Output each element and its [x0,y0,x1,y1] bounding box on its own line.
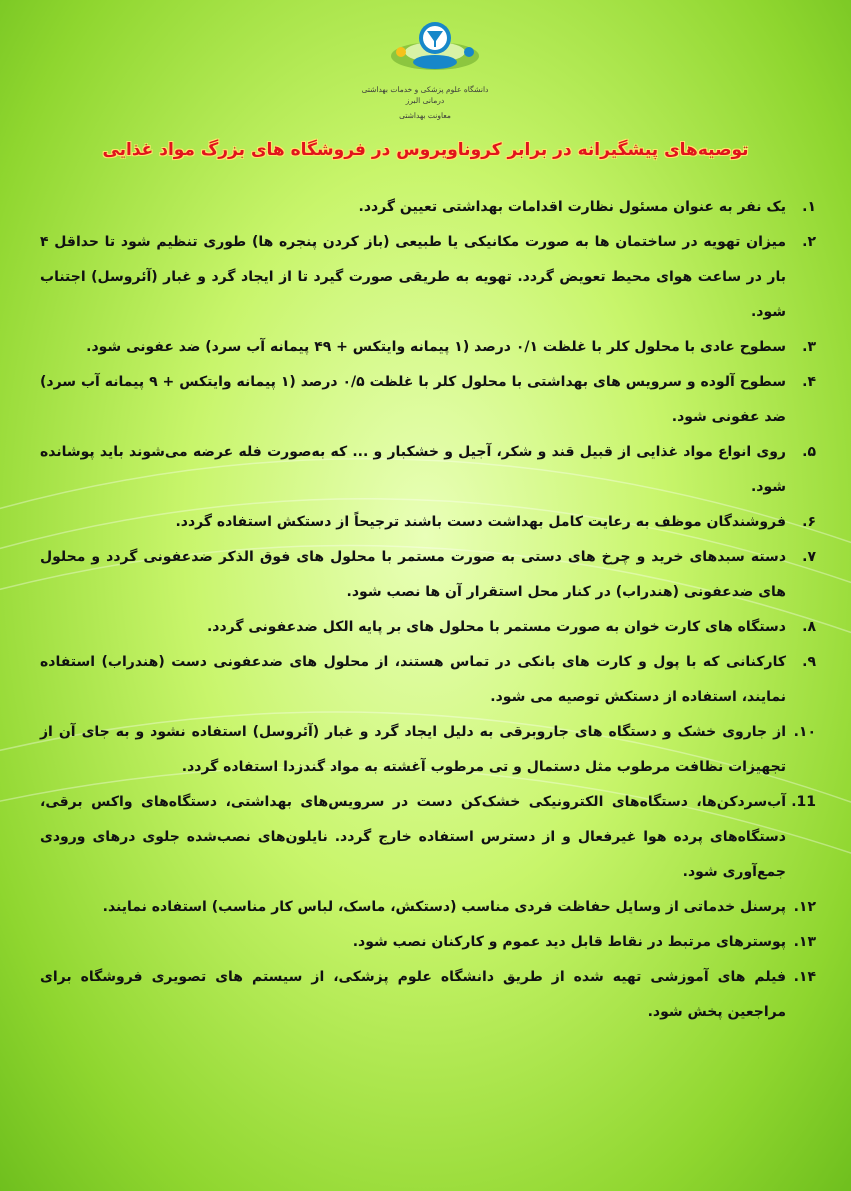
item-text: فیلم های آموزشی تهیه شده از طریق دانشگاه علوم پزشکی، از سیستم های تصویری فروشگاه برای مراجعین پخش شود. [40,969,786,1020]
item-text: دستگاه های کارت خوان به صورت مستمر با محلول های بر پایه الکل ضدعفونی گردد. [206,619,786,635]
item-text: پوسترهای مرتبط در نقاط قابل دید عموم و کارکنان نصب شود. [352,934,786,950]
item-number: ۳. [802,339,816,355]
item-text: فروشندگان موظف به رعایت کامل بهداشت دست باشند ترجیحاً از دستکش استفاده گردد. [175,514,786,530]
list-item [40,715,816,785]
item-number: ۱۴. [793,969,816,985]
item-number: ۵. [802,444,816,460]
item-number: ۱۳. [793,934,816,950]
item-text: سطوح عادی با محلول کلر با غلظت ۰/۱ درصد (۱ پیمانه وایتکس + ۴۹ پیمانه آب سرد) ضد عفونی شود. [86,339,786,355]
list-item [40,330,816,365]
logo-subcaption: معاونت بهداشتی [399,111,451,120]
item-text: میزان تهویه در ساختمان ها به صورت مکانیکی یا طبیعی (باز کردن پنجره ها) طوری تنظیم شود تا حداقل ۴ بار در ساعت هوای محیط تعویض گردد. تهویه به طریقی صورت گیرد تا از ایجاد گرد و غبار (آئروسل) اجتناب شود. [40,234,786,320]
list-item [40,925,816,960]
item-number: ۹. [802,654,816,670]
item-number: ۱۲. [793,899,816,915]
list-item [40,540,816,610]
list-item [40,645,816,715]
list-item [40,225,816,330]
header [0,8,851,140]
item-number: 11. [791,794,816,810]
item-text: آب‌سردکن‌ها، دستگاه‌های الکترونیکی خشک‌کن دست در سرویس‌های بهداشتی، دستگاه‌های واکس برقی، دستگاه‌های پرده هوا غیرفعال و از دسترس استفاده خارج گردد. نایلون‌های نصب‌شده جلوی درهای ورودی جمع‌آوری شود. [40,794,786,880]
item-number: ۲. [802,234,816,250]
item-number: ۴. [802,374,816,390]
university-logo-icon [385,12,485,84]
item-number: ۸. [802,619,816,635]
item-text: پرسنل خدماتی از وسایل حفاظت فردی مناسب (دستکش، ماسک، لباس کار مناسب) استفاده نمایند. [102,899,786,915]
item-text: کارکنانی که با پول و کارت های بانکی در تماس هستند، از محلول های ضدعفونی دست (هندراب) استفاده نمایند، استفاده از دستکش توصیه می شود. [40,654,786,705]
item-text: از جاروی خشک و دستگاه های جاروبرقی به دلیل ایجاد گرد و غبار (آئروسل) استفاده نشود و به جای آن از تجهیزات نظافت مرطوب مثل دستمال و تی مرطوب آغشته به مواد گندزدا استفاده گردد. [40,724,786,775]
item-number: ۱۰. [793,724,816,740]
page-title: توصیه‌های پیشگیرانه در برابر کروناویروس در فروشگاه های بزرگ مواد غذایی [102,140,749,160]
item-text: یک نفر به عنوان مسئول نظارت اقدامات بهداشتی تعیین گردد. [358,199,786,215]
logo-caption: دانشگاه علوم پزشکی و خدمات بهداشتی درمانی البرز [361,85,489,105]
list-item [40,960,816,1030]
item-number: ۱. [802,199,816,215]
list-item [40,610,816,645]
list-item [40,365,816,435]
item-text: روی انواع مواد غذایی از قبیل قند و شکر، آجیل و خشکبار و ... که به‌صورت فله عرضه می‌شوند باید پوشانده شود. [40,444,786,495]
item-text: سطوح آلوده و سرویس های بهداشتی با محلول کلر با غلظت ۰/۵ درصد (۱ پیمانه وایتکس + ۹ پیمانه آب سرد) ضد عفونی شود. [40,374,786,425]
list-item [40,505,816,540]
item-text: دسته سبدهای خرید و چرخ های دستی به صورت مستمر با محلول های فوق الذکر ضدعفونی گردد و محلول های ضدعفونی (هندراب) در کنار محل استقرار آن ها نصب شود. [40,549,786,600]
recommendation-list [40,190,816,1030]
list-item [40,890,816,925]
item-number: ۷. [802,549,816,565]
list-item [40,190,816,225]
list-item [40,785,816,890]
list-item [40,435,816,505]
item-number: ۶. [802,514,816,530]
